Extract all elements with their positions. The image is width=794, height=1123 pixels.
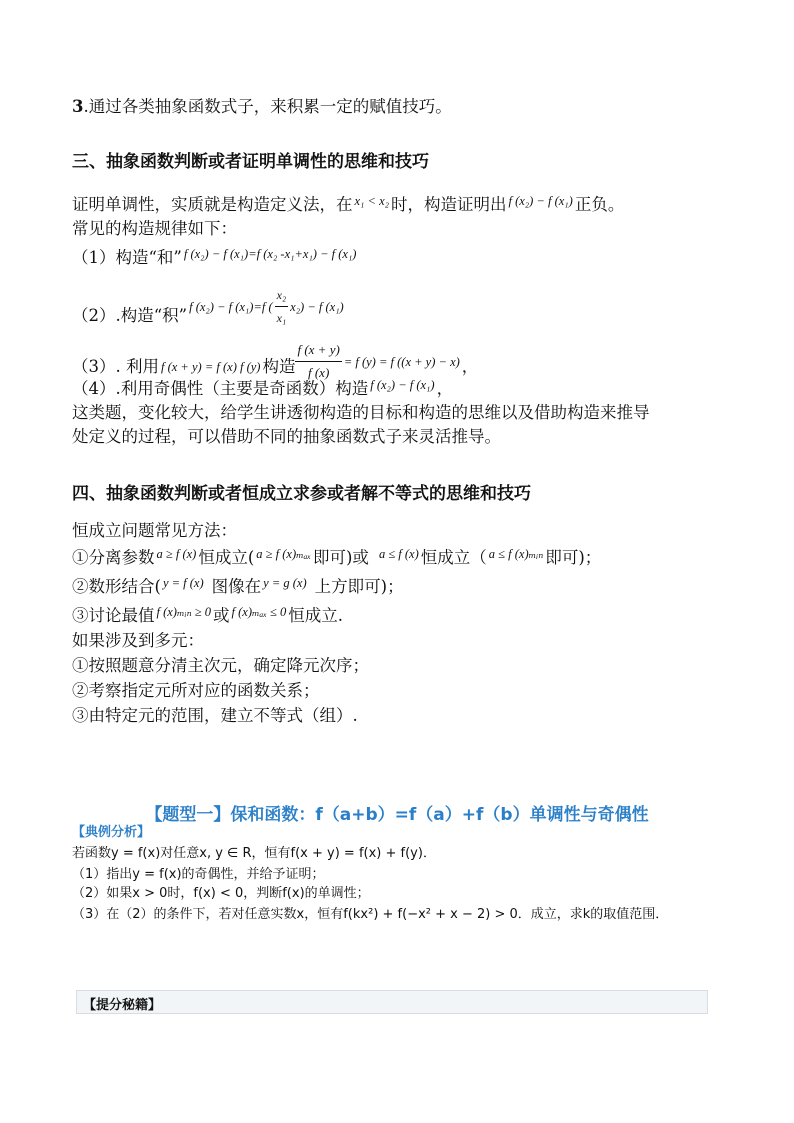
multivar-step-3: ③由特定元的范围，建立不等式（组）.	[72, 706, 358, 725]
example-question-stem: 若函数y = f(x)对任意x, y ∈ R，恒有f(x + y) = f(x) + f(y)．	[72, 846, 436, 861]
mono-paragraph-2: 常见的构造规律如下：	[72, 219, 237, 238]
example-question-3: （3）在（2）的条件下，若对任意实数x，恒有f(kx²) + f(−x² + x − 2) > 0．成立，求k的取值范围．	[72, 907, 669, 922]
tips-box	[76, 990, 708, 1014]
ineq-paragraph-1: 恒成立问题常见方法：	[72, 521, 237, 540]
math-sum-construct: f (x₂) − f (x₁)=f (x₂ -x₁+x₁) − f (x₁)	[183, 247, 357, 261]
method-extremum: ③讨论最值 $^{f (x)_mᵢ_n \ge 0}$ 或 $^{f (x)_{max} \le 0}$ 恒成立.	[72, 605, 344, 625]
mono-paragraph-1: 证明单调性，实质就是构造定义法，在 $^{x_1 < x_2}$ 时，构造证明出 $^{f (x_2) - f (x_1)}$ 正负。	[72, 194, 625, 214]
tips-label: 【提分秘籍】	[83, 998, 162, 1013]
example-question-1: （1）指出y = f(x)的奇偶性，并给予证明；	[72, 867, 325, 882]
math-fraction-fxy-fx: $\frac{f (x + y)}{f (x)}$	[295, 339, 341, 384]
multivar-step-2: ②考察指定元所对应的函数关系；	[72, 681, 320, 700]
math-x1-lt-x2: x₁ < x₂	[354, 194, 389, 208]
example-label: 【典例分析】	[72, 825, 151, 840]
construct-functional-equation: （3）. 利用 f (x + y) = f (x) f (y) 构造 $\frac{f (x + y)}{f (x)}$ $^{= f (y) = f ((x + y) - x)}$ ，	[72, 345, 478, 390]
type-one-title: 【题型一】保和函数：f（a+b）=f（a）+f（b）单调性与奇偶性	[145, 805, 649, 825]
construct-product: （2）.构造“积” $^{f (x_2) - f (x_1)=f (}$ $\frac{\text{x₂}}{\text{x₁}}$ $^{x_2) - f (x_1)}$	[72, 294, 346, 339]
mono-paragraph-3: 这类题，变化较大，给学生讲透彻构造的目标和构造的思维以及借助构造来推导	[72, 403, 650, 422]
heading-monotonicity: 三、抽象函数判断或者证明单调性的思维和技巧	[72, 152, 429, 172]
section-3-text: 3.通过各类抽象函数式子，来积累一定的赋值技巧。	[72, 97, 452, 116]
construct-sum: （1）构造“和” $^{f (x_2) - f (x_1)=f (x_2 -x_1+x_1) - f (x_1)}$	[72, 247, 357, 267]
method-separation: ①分离参数 $^{a \ge f (x)}$ 恒成立( $^{a \ge f (x)_{max}}$ 即可)或 $^{a \le f (x)}$ 恒成立（ $^{a \le f (x)_mᵢ_n}$ 即可)；	[72, 547, 602, 567]
construct-odd-even: （4）.利用奇偶性（主要是奇函数）构造 $^{f (x_2) - f (x_1)}$ ，	[72, 378, 454, 398]
math-fraction-x2-x1: $\frac{\text{x₂}}{\text{x₁}}$	[275, 284, 289, 329]
math-fx2-fx1: f (x₂) − f (x₁)	[508, 194, 573, 208]
method-graph: ②数形结合( $^{y = f (x)}$ 图像在 $^{y = g (x)}$ 上方即可)；	[72, 576, 404, 596]
mono-paragraph-4: 处定义的过程，可以借助不同的抽象函数式子来灵活推导。	[72, 427, 501, 446]
multivar-step-1: ①按照题意分清主次元，确定降元次序；	[72, 656, 369, 675]
example-question-2: （2）如果x > 0时，f(x) < 0，判断f(x)的单调性；	[72, 886, 370, 901]
ineq-paragraph-2: 如果涉及到多元：	[72, 631, 204, 650]
heading-inequality: 四、抽象函数判断或者恒成立求参或者解不等式的思维和技巧	[72, 484, 531, 504]
